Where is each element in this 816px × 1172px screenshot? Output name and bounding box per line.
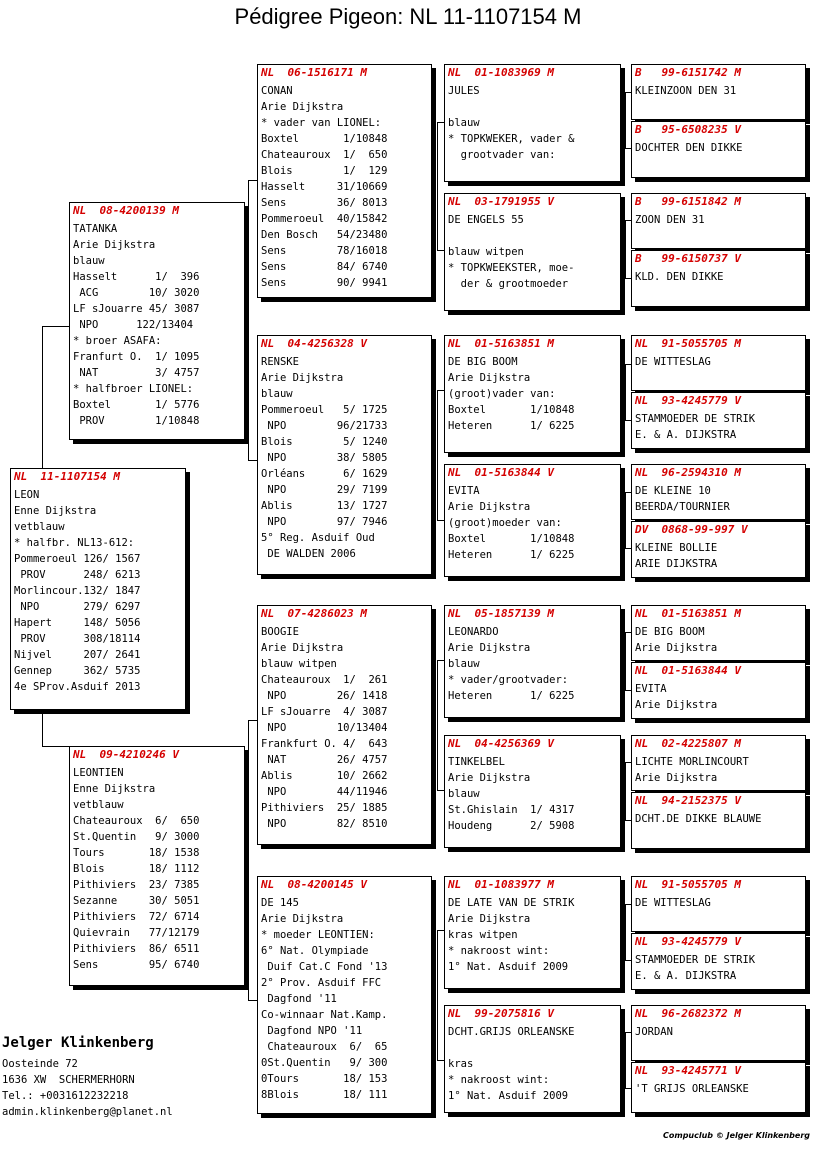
detail-line: LF sJouarre 4/ 3087 bbox=[261, 706, 388, 718]
detail-line: NPO 122/13404 bbox=[73, 319, 194, 331]
pigeon-details bbox=[445, 751, 620, 834]
pedigree-card-g12 bbox=[631, 792, 806, 849]
ring-number: NL 03-1791955 V bbox=[448, 195, 554, 208]
pedigree-card-mother bbox=[69, 746, 245, 986]
pedigree-card-g1 bbox=[631, 64, 806, 120]
ring-number: DV 0868-99-997 V bbox=[635, 523, 748, 536]
detail-line: (groot)vader van: bbox=[448, 388, 556, 400]
detail-line: LEONTIEN bbox=[73, 767, 124, 779]
pigeon-details bbox=[445, 1021, 620, 1104]
detail-line: LEON bbox=[14, 489, 40, 501]
pedigree-card-g10 bbox=[631, 662, 806, 719]
detail-line: LEONARDO bbox=[448, 626, 499, 638]
detail-line: St.Quentin 9/ 3000 bbox=[73, 831, 200, 843]
detail-line: PROV 248/ 6213 bbox=[14, 569, 141, 581]
pedigree-card-g13 bbox=[631, 876, 806, 932]
ring-number: B 95-6508235 V bbox=[635, 123, 741, 136]
pigeon-details bbox=[11, 484, 185, 695]
detail-line: blauw bbox=[448, 658, 480, 670]
detail-line: NPO 38/ 5805 bbox=[261, 452, 388, 464]
detail-line: Hapert 148/ 5056 bbox=[14, 617, 141, 629]
detail-line: Pithiviers 25/ 1885 bbox=[261, 802, 388, 814]
detail-line: Hasselt 1/ 396 bbox=[73, 271, 200, 283]
detail-line: JORDAN bbox=[635, 1026, 673, 1038]
ring-number: NL 05-1857139 M bbox=[448, 607, 554, 620]
detail-line: ZOON DEN 31 bbox=[635, 214, 705, 226]
pigeon-details bbox=[445, 892, 620, 975]
detail-line: LICHTE MORLINCOURT bbox=[635, 756, 749, 768]
detail-line: Dagfond '11 bbox=[261, 993, 337, 1005]
pigeon-details bbox=[632, 1078, 805, 1097]
connector-line bbox=[437, 390, 438, 520]
owner-email: admin.klinkenberg@planet.nl bbox=[2, 1106, 173, 1118]
detail-line: Arie Dijkstra bbox=[448, 772, 531, 784]
detail-line: Sens 36/ 8013 bbox=[261, 197, 388, 209]
detail-line: 4e SProv.Asduif 2013 bbox=[14, 681, 141, 693]
detail-line: PROV 1/10848 bbox=[73, 415, 200, 427]
pigeon-details bbox=[632, 408, 805, 443]
pigeon-details bbox=[258, 80, 431, 291]
detail-line: Chateauroux 1/ 261 bbox=[261, 674, 388, 686]
pigeon-details bbox=[632, 209, 805, 228]
detail-line: Orléans 6/ 1629 bbox=[261, 468, 388, 480]
detail-line: Pithiviers 23/ 7385 bbox=[73, 879, 200, 891]
detail-line: Arie Dijkstra bbox=[448, 913, 531, 925]
ring-number: NL 01-5163851 M bbox=[448, 337, 554, 350]
pedigree-card-mmf bbox=[444, 876, 621, 989]
detail-line: Ablis 10/ 2662 bbox=[261, 770, 388, 782]
detail-line: kras bbox=[448, 1058, 474, 1070]
page-title: Pédigree Pigeon: NL 11-1107154 M bbox=[234, 4, 582, 29]
pedigree-card-g9 bbox=[631, 605, 806, 661]
connector-line bbox=[437, 660, 438, 790]
detail-line: 1° Nat. Asduif 2009 bbox=[448, 1090, 569, 1102]
detail-line: * vader/grootvader: bbox=[448, 674, 569, 686]
detail-line: Arie Dijkstra bbox=[261, 101, 344, 113]
connector-line bbox=[437, 122, 438, 250]
detail-line: * TOPKWEKER, vader & bbox=[448, 133, 575, 145]
detail-line: Morlincour.132/ 1847 bbox=[14, 585, 141, 597]
detail-line: Heteren 1/ 6225 bbox=[448, 690, 575, 702]
connector-line bbox=[625, 1032, 626, 1088]
detail-line: blauw bbox=[261, 388, 293, 400]
detail-line: Co-winnaar Nat.Kamp. bbox=[261, 1009, 388, 1021]
ring-number: NL 01-5163851 M bbox=[635, 607, 741, 620]
detail-line: Pommeroeul 126/ 1567 bbox=[14, 553, 141, 565]
detail-line: Chateauroux 6/ 65 bbox=[261, 1041, 388, 1053]
connector-line bbox=[625, 632, 626, 690]
connector-line bbox=[625, 364, 626, 420]
ring-number: NL 08-4200139 M bbox=[73, 204, 179, 217]
ring-number: NL 04-4256369 V bbox=[448, 737, 554, 750]
detail-line: DOCHTER DEN DIKKE bbox=[635, 142, 743, 154]
connector-line bbox=[42, 326, 69, 327]
detail-line: 0Tours 18/ 153 bbox=[261, 1073, 388, 1085]
detail-line: 2° Prov. Asduif FFC bbox=[261, 977, 382, 989]
pigeon-details bbox=[632, 351, 805, 370]
pigeon-details bbox=[632, 678, 805, 713]
detail-line: E. & A. DIJKSTRA bbox=[635, 429, 737, 441]
pedigree-card-fmf bbox=[444, 335, 621, 453]
detail-line: Arie Dijkstra bbox=[635, 642, 718, 654]
pedigree-card-g3 bbox=[631, 193, 806, 249]
detail-line: Den Bosch 54/23480 bbox=[261, 229, 388, 241]
pedigree-card-mfm bbox=[444, 735, 621, 848]
pigeon-details bbox=[632, 480, 805, 515]
detail-line: Enne Dijkstra bbox=[73, 783, 156, 795]
pigeon-details bbox=[632, 808, 805, 827]
pigeon-details bbox=[258, 351, 431, 562]
ring-number: NL 96-2682372 M bbox=[635, 1007, 741, 1020]
ring-number: NL 01-1083969 M bbox=[448, 66, 554, 79]
detail-line: Arie Dijkstra bbox=[635, 772, 718, 784]
connector-line bbox=[625, 220, 626, 278]
connector-line bbox=[437, 520, 444, 521]
detail-line: blauw bbox=[448, 117, 480, 129]
detail-line: Heteren 1/ 6225 bbox=[448, 420, 575, 432]
connector-line bbox=[437, 930, 438, 1060]
detail-line: Pithiviers 72/ 6714 bbox=[73, 911, 200, 923]
detail-line: ARIE DIJKSTRA bbox=[635, 558, 718, 570]
pedigree-card-mff bbox=[444, 605, 621, 718]
detail-line: Arie Dijkstra bbox=[635, 699, 718, 711]
detail-line: Tours 18/ 1538 bbox=[73, 847, 200, 859]
detail-line: STAMMOEDER DE STRIK bbox=[635, 954, 756, 966]
detail-line: Hasselt 31/10669 bbox=[261, 181, 388, 193]
detail-line: DE KLEINE 10 bbox=[635, 485, 711, 497]
detail-line: Chateauroux 6/ 650 bbox=[73, 815, 200, 827]
detail-line: CONAN bbox=[261, 85, 293, 97]
pigeon-details bbox=[70, 218, 244, 429]
pedigree-card-mmm bbox=[444, 1005, 621, 1113]
ring-number: NL 04-4256328 V bbox=[261, 337, 367, 350]
connector-line bbox=[437, 250, 444, 251]
detail-line: NAT 3/ 4757 bbox=[73, 367, 200, 379]
detail-line: NPO 279/ 6297 bbox=[14, 601, 141, 613]
pedigree-card-g11 bbox=[631, 735, 806, 791]
detail-line: Pithiviers 86/ 6511 bbox=[73, 943, 200, 955]
detail-line: DE WALDEN 2006 bbox=[261, 548, 356, 560]
ring-number: NL 91-5055705 M bbox=[635, 878, 741, 891]
detail-line: * vader van LIONEL: bbox=[261, 117, 382, 129]
detail-line: ACG 10/ 3020 bbox=[73, 287, 200, 299]
pedigree-card-g7 bbox=[631, 464, 806, 520]
connector-line bbox=[42, 326, 43, 468]
detail-line: DCHT.GRIJS ORLEANSKE bbox=[448, 1026, 575, 1038]
pedigree-card-g14 bbox=[631, 933, 806, 990]
detail-line: Chateauroux 1/ 650 bbox=[261, 149, 388, 161]
pedigree-card-fmm bbox=[444, 464, 621, 577]
detail-line: 'T GRIJS ORLEANSKE bbox=[635, 1083, 749, 1095]
detail-line: TATANKA bbox=[73, 223, 118, 235]
detail-line: KLD. DEN DIKKE bbox=[635, 271, 724, 283]
pedigree-card-mf bbox=[257, 605, 432, 845]
detail-line: Arie Dijkstra bbox=[448, 642, 531, 654]
connector-line bbox=[437, 390, 444, 391]
connector-line bbox=[248, 180, 257, 181]
detail-line: Sens 90/ 9941 bbox=[261, 277, 388, 289]
pedigree-card-g16 bbox=[631, 1062, 806, 1113]
detail-line: Arie Dijkstra bbox=[261, 372, 344, 384]
detail-line: blauw witpen bbox=[448, 246, 524, 258]
pigeon-details bbox=[445, 621, 620, 704]
pedigree-card-g6 bbox=[631, 392, 806, 449]
detail-line: blauw bbox=[73, 255, 105, 267]
detail-line: Arie Dijkstra bbox=[448, 372, 531, 384]
ring-number: NL 01-5163844 V bbox=[635, 664, 741, 677]
detail-line: Dagfond NPO '11 bbox=[261, 1025, 363, 1037]
pedigree-card-g4 bbox=[631, 250, 806, 307]
pigeon-details bbox=[632, 80, 805, 99]
detail-line: vetblauw bbox=[73, 799, 124, 811]
detail-line: Ablis 13/ 1727 bbox=[261, 500, 388, 512]
detail-line: Franfurt O. 1/ 1095 bbox=[73, 351, 200, 363]
pigeon-details bbox=[632, 621, 805, 656]
detail-line: DE BIG BOOM bbox=[635, 626, 705, 638]
connector-line bbox=[437, 790, 444, 791]
detail-line: Boxtel 1/10848 bbox=[448, 533, 575, 545]
detail-line: DE WITTESLAG bbox=[635, 897, 711, 909]
ring-number: NL 11-1107154 M bbox=[14, 470, 120, 483]
pigeon-details bbox=[258, 892, 431, 1103]
pedigree-card-g15 bbox=[631, 1005, 806, 1061]
detail-line: 5° Reg. Asduif Oud bbox=[261, 532, 375, 544]
detail-line: * broer ASAFA: bbox=[73, 335, 162, 347]
detail-line: JULES bbox=[448, 85, 480, 97]
connector-line bbox=[625, 92, 626, 148]
detail-line: DE ENGELS 55 bbox=[448, 214, 524, 226]
detail-line: Arie Dijkstra bbox=[261, 642, 344, 654]
detail-line: Sens 95/ 6740 bbox=[73, 959, 200, 971]
pigeon-details bbox=[632, 949, 805, 984]
pedigree-card-ffm bbox=[444, 193, 621, 311]
detail-line: DE LATE VAN DE STRIK bbox=[448, 897, 575, 909]
detail-line: Blois 1/ 129 bbox=[261, 165, 388, 177]
detail-line: KLEINE BOLLIE bbox=[635, 542, 718, 554]
detail-line bbox=[448, 228, 620, 244]
detail-line: STAMMOEDER DE STRIK bbox=[635, 413, 756, 425]
pedigree-card-fff bbox=[444, 64, 621, 182]
detail-line: * halfbroer LIONEL: bbox=[73, 383, 194, 395]
pigeon-details bbox=[632, 137, 805, 156]
ring-number: NL 96-2594310 M bbox=[635, 466, 741, 479]
detail-line: Duif Cat.C Fond '13 bbox=[261, 961, 388, 973]
ring-number: NL 01-5163844 V bbox=[448, 466, 554, 479]
ring-number: NL 99-2075816 V bbox=[448, 1007, 554, 1020]
ring-number: NL 01-1083977 M bbox=[448, 878, 554, 891]
ring-number: NL 07-4286023 M bbox=[261, 607, 367, 620]
detail-line: DCHT.DE DIKKE BLAUWE bbox=[635, 813, 762, 825]
detail-line: KLEINZOON DEN 31 bbox=[635, 85, 737, 97]
ring-number: NL 91-5055705 M bbox=[635, 337, 741, 350]
pedigree-card-main bbox=[10, 468, 186, 710]
detail-line: Sens 84/ 6740 bbox=[261, 261, 388, 273]
ring-number: NL 02-4225807 M bbox=[635, 737, 741, 750]
ring-number: NL 93-4245771 V bbox=[635, 1064, 741, 1077]
detail-line: BEERDA/TOURNIER bbox=[635, 501, 730, 513]
detail-line: * TOPKWEEKSTER, moe- bbox=[448, 262, 575, 274]
detail-line: NPO 29/ 7199 bbox=[261, 484, 388, 496]
detail-line: DE WITTESLAG bbox=[635, 356, 711, 368]
detail-line: * moeder LEONTIEN: bbox=[261, 929, 375, 941]
connector-line bbox=[625, 762, 626, 820]
owner-name: Jelger Klinkenberg bbox=[2, 1035, 154, 1051]
owner-address bbox=[2, 1034, 173, 1120]
detail-line bbox=[448, 99, 620, 115]
pigeon-details bbox=[445, 209, 620, 292]
detail-line: grootvader van: bbox=[448, 149, 556, 161]
detail-line: vetblauw bbox=[14, 521, 65, 533]
detail-line: NPO 26/ 1418 bbox=[261, 690, 388, 702]
detail-line: Quievrain 77/12179 bbox=[73, 927, 200, 939]
detail-line: DE 145 bbox=[261, 897, 299, 909]
detail-line: Houdeng 2/ 5908 bbox=[448, 820, 575, 832]
detail-line: blauw witpen bbox=[261, 658, 337, 670]
detail-line: * nakroost wint: bbox=[448, 945, 550, 957]
detail-line: EVITA bbox=[448, 485, 480, 497]
connector-line bbox=[625, 492, 626, 548]
detail-line: Pommeroeul 5/ 1725 bbox=[261, 404, 388, 416]
detail-line: Blois 18/ 1112 bbox=[73, 863, 200, 875]
pigeon-details bbox=[258, 621, 431, 832]
connector-line bbox=[248, 1000, 257, 1001]
connector-line bbox=[625, 904, 626, 960]
ring-number: B 99-6151842 M bbox=[635, 195, 741, 208]
pigeon-details bbox=[632, 266, 805, 285]
connector-line bbox=[42, 746, 69, 747]
footer-credit: Compuclub © Jelger Klinkenberg bbox=[663, 1131, 810, 1140]
detail-line: RENSKE bbox=[261, 356, 299, 368]
detail-line: kras witpen bbox=[448, 929, 518, 941]
ring-number: NL 08-4200145 V bbox=[261, 878, 367, 891]
detail-line: Gennep 362/ 5735 bbox=[14, 665, 141, 677]
detail-line: der & grootmoeder bbox=[448, 278, 569, 290]
connector-line bbox=[248, 720, 257, 721]
pedigree-card-g2 bbox=[631, 121, 806, 178]
pigeon-details bbox=[632, 892, 805, 911]
detail-line: DE BIG BOOM bbox=[448, 356, 518, 368]
detail-line: Enne Dijkstra bbox=[14, 505, 97, 517]
owner-street: Oosteinde 72 bbox=[2, 1058, 78, 1070]
pigeon-details bbox=[445, 480, 620, 563]
detail-line: 1° Nat. Asduif 2009 bbox=[448, 961, 569, 973]
detail-line: Arie Dijkstra bbox=[261, 913, 344, 925]
pedigree-card-mm bbox=[257, 876, 432, 1114]
detail-line: St.Ghislain 1/ 4317 bbox=[448, 804, 575, 816]
detail-line: Heteren 1/ 6225 bbox=[448, 549, 575, 561]
connector-line bbox=[437, 930, 444, 931]
pedigree-card-ff bbox=[257, 64, 432, 298]
owner-city: 1636 XW SCHERMERHORN bbox=[2, 1074, 135, 1086]
detail-line: LF sJouarre 45/ 3087 bbox=[73, 303, 200, 315]
detail-line: blauw bbox=[448, 788, 480, 800]
detail-line: E. & A. DIJKSTRA bbox=[635, 970, 737, 982]
detail-line: Nijvel 207/ 2641 bbox=[14, 649, 141, 661]
detail-line bbox=[448, 1040, 620, 1056]
detail-line: NPO 96/21733 bbox=[261, 420, 388, 432]
ring-number: B 99-6150737 V bbox=[635, 252, 741, 265]
detail-line: 6° Nat. Olympiade bbox=[261, 945, 369, 957]
pigeon-details bbox=[445, 80, 620, 163]
owner-phone: Tel.: +0031612232218 bbox=[2, 1090, 129, 1102]
pedigree-card-father bbox=[69, 202, 245, 440]
ring-number: NL 06-1516171 M bbox=[261, 66, 367, 79]
detail-line: Frankfurt O. 4/ 643 bbox=[261, 738, 388, 750]
connector-line bbox=[42, 710, 43, 746]
detail-line: PROV 308/18114 bbox=[14, 633, 141, 645]
pedigree-card-g5 bbox=[631, 335, 806, 391]
detail-line: Arie Dijkstra bbox=[448, 501, 531, 513]
detail-line: Pommeroeul 40/15842 bbox=[261, 213, 388, 225]
pigeon-details bbox=[70, 762, 244, 973]
detail-line: Boxtel 1/10848 bbox=[261, 133, 388, 145]
detail-line: 0St.Quentin 9/ 300 bbox=[261, 1057, 388, 1069]
connector-line bbox=[248, 460, 257, 461]
detail-line: (groot)moeder van: bbox=[448, 517, 562, 529]
detail-line: * nakroost wint: bbox=[448, 1074, 550, 1086]
pedigree-card-fm bbox=[257, 335, 432, 575]
detail-line: NAT 26/ 4757 bbox=[261, 754, 388, 766]
detail-line: Blois 5/ 1240 bbox=[261, 436, 388, 448]
detail-line: * halfbr. NL13-612: bbox=[14, 537, 135, 549]
detail-line: Arie Dijkstra bbox=[73, 239, 156, 251]
detail-line: Sens 78/16018 bbox=[261, 245, 388, 257]
detail-line: TINKELBEL bbox=[448, 756, 505, 768]
detail-line: 8Blois 18/ 111 bbox=[261, 1089, 388, 1101]
ring-number: NL 93-4245779 V bbox=[635, 394, 741, 407]
connector-line bbox=[437, 1060, 444, 1061]
detail-line: NPO 44/11946 bbox=[261, 786, 388, 798]
detail-line: Sezanne 30/ 5051 bbox=[73, 895, 200, 907]
detail-line: BOOGIE bbox=[261, 626, 299, 638]
connector-line bbox=[437, 122, 444, 123]
pigeon-details bbox=[445, 351, 620, 434]
detail-line: NPO 97/ 7946 bbox=[261, 516, 388, 528]
ring-number: NL 93-4245779 V bbox=[635, 935, 741, 948]
detail-line: Boxtel 1/10848 bbox=[448, 404, 575, 416]
ring-number: NL 09-4210246 V bbox=[73, 748, 179, 761]
detail-line: NPO 10/13404 bbox=[261, 722, 388, 734]
pigeon-details bbox=[632, 1021, 805, 1040]
detail-line: Boxtel 1/ 5776 bbox=[73, 399, 200, 411]
detail-line: EVITA bbox=[635, 683, 667, 695]
pigeon-details bbox=[632, 751, 805, 786]
pigeon-details bbox=[632, 537, 805, 572]
connector-line bbox=[437, 660, 444, 661]
detail-line: NPO 82/ 8510 bbox=[261, 818, 388, 830]
pedigree-card-g8 bbox=[631, 521, 806, 578]
ring-number: B 99-6151742 M bbox=[635, 66, 741, 79]
ring-number: NL 94-2152375 V bbox=[635, 794, 741, 807]
